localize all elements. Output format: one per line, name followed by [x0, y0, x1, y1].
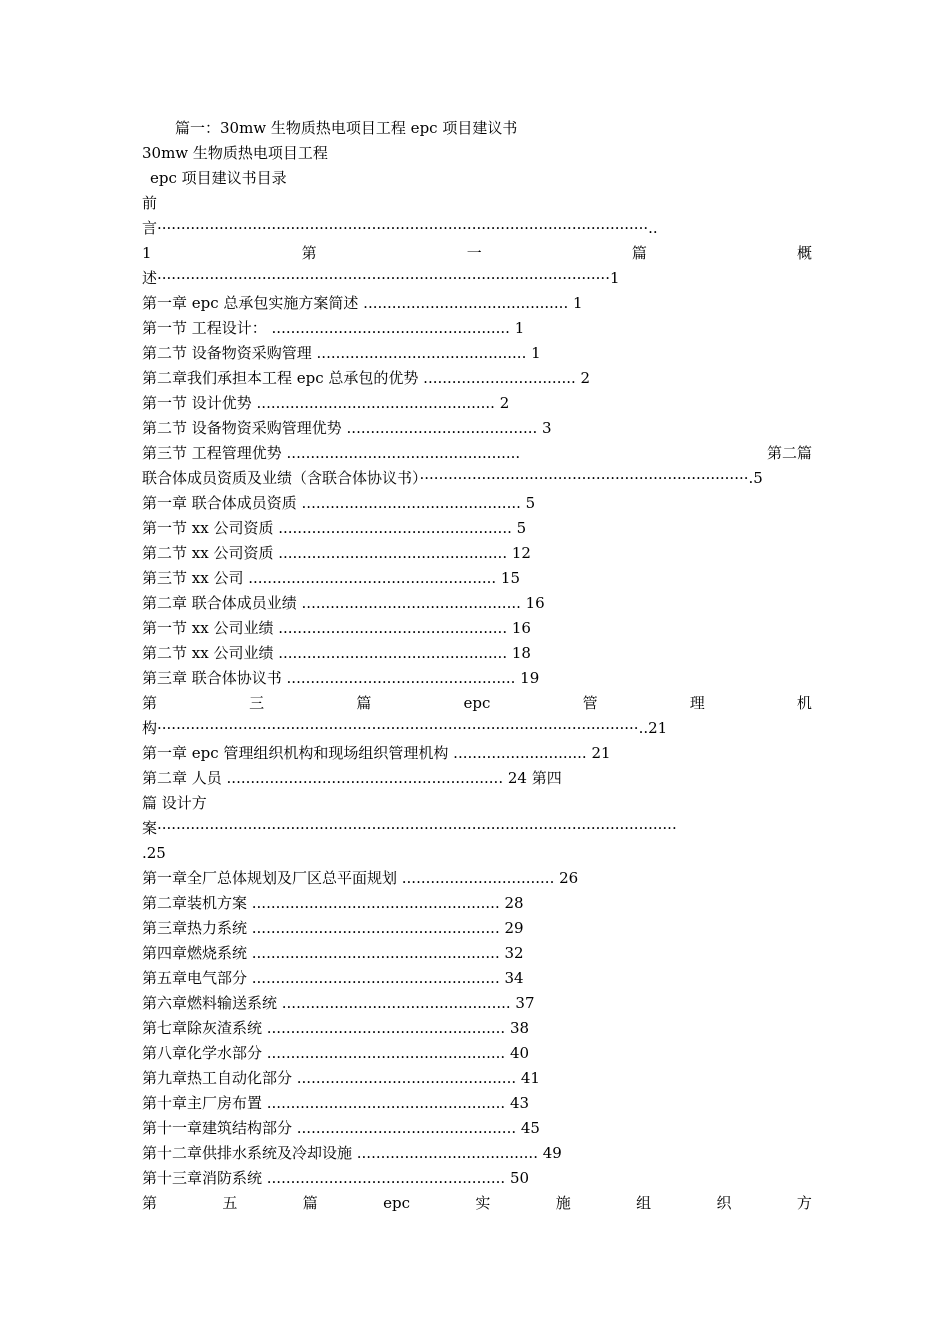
part1-word: 篇: [631, 244, 647, 262]
part5-heading: [142, 1191, 812, 1216]
part4-heading: 篇 设计方: [142, 794, 207, 812]
toc-entry: 第一章 epc 管理组织机构和现场组织管理机构 ............................ 21: [142, 744, 611, 762]
toc-entry: 第二章我们承担本工程 epc 总承包的优势 ................................ 2: [142, 369, 591, 387]
part3-word: 管: [582, 694, 598, 712]
toc-entry: 第二章装机方案 .................................................... 28: [142, 894, 524, 912]
toc-entry: 第二节 设备物资采购管理 ............................................ 1: [142, 344, 541, 362]
part3-word: 第: [142, 694, 158, 712]
part5-word: 篇: [302, 1194, 318, 1212]
union-line: 联合体成员资质及业绩（含联合体协议书）·····································································.5: [142, 469, 763, 487]
part3-word: 三: [249, 694, 265, 712]
part5-word: 方: [796, 1194, 812, 1212]
part1-word: 第: [301, 244, 317, 262]
toc-entry: 第二章 联合体成员业绩 .............................................. 16: [142, 594, 545, 612]
toc-entry: 第十一章建筑结构部分 .............................................. 45: [142, 1119, 540, 1137]
part3-word: 机: [796, 694, 812, 712]
toc-entry: 第六章燃料输送系统 ................................................ 37: [142, 994, 535, 1012]
toc-entry: 第一章全厂总体规划及厂区总平面规划 ................................ 26: [142, 869, 579, 887]
preface-dots-line: 言·······································································································..: [142, 219, 658, 237]
part5-word: 织: [716, 1194, 732, 1212]
part3-end: 构·····································································································..21: [142, 719, 668, 737]
part4-dots-line: 案·············································································································: [142, 819, 677, 837]
toc-entry: 第七章除灰渣系统 .................................................. 38: [142, 1019, 530, 1037]
document-heading: 篇一：30mw 生物质热电项目工程 epc 项目建议书: [175, 119, 518, 137]
toc-entry: 第一节 工程设计： .................................................. 1: [142, 319, 525, 337]
part5-word: 施: [555, 1194, 571, 1212]
toc-entry: 第一节 xx 公司业绩 ................................................ 16: [142, 619, 531, 637]
part1-heading: [142, 241, 812, 266]
part4-page: .25: [142, 844, 166, 862]
part1-end: 述·······························································································1: [142, 269, 620, 287]
sec3-left: 第三节 工程管理优势 .................................................: [142, 444, 521, 462]
toc-entry: 第二章 人员 .......................................................... 24 第四: [142, 769, 562, 787]
sec3-right: 第二篇: [766, 444, 812, 462]
part1-word: 一: [466, 244, 482, 262]
toc-entry: 第二节 xx 公司资质 ................................................ 12: [142, 544, 531, 562]
part3-heading: [142, 691, 812, 716]
toc-entry: 第十三章消防系统 .................................................. 50: [142, 1169, 530, 1187]
title-line-1: 30mw 生物质热电项目工程: [142, 144, 328, 162]
part1-word: 概: [796, 244, 812, 262]
part5-word: 实: [475, 1194, 491, 1212]
toc-entry: 第九章热工自动化部分 .............................................. 41: [142, 1069, 540, 1087]
part3-word: 理: [689, 694, 705, 712]
toc-entry: 第一章 epc 总承包实施方案简述 ........................................... 1: [142, 294, 583, 312]
toc-entry: 第十二章供排水系统及冷却设施 ...................................... 49: [142, 1144, 562, 1162]
toc-entry: 第三章热力系统 .................................................... 29: [142, 919, 524, 937]
toc-entry: 第十章主厂房布置 .................................................. 43: [142, 1094, 530, 1112]
toc-entry: 第五章电气部分 .................................................... 34: [142, 969, 524, 987]
part1-word: 1: [142, 244, 152, 262]
title-line-2: epc 项目建议书目录: [150, 169, 287, 187]
toc-entry: 第二节 设备物资采购管理优势 ........................................ 3: [142, 419, 552, 437]
part3-word: 篇: [356, 694, 372, 712]
part5-word: 组: [636, 1194, 652, 1212]
toc-entry: 第一节 xx 公司资质 ................................................. 5: [142, 519, 527, 537]
part5-word: epc: [383, 1194, 411, 1212]
toc-entry: 第一节 设计优势 .................................................. 2: [142, 394, 510, 412]
toc-entry: 第八章化学水部分 .................................................. 40: [142, 1044, 530, 1062]
toc-entry: 第四章燃烧系统 .................................................... 32: [142, 944, 524, 962]
toc-entry: 第三节 xx 公司 .................................................... 15: [142, 569, 521, 587]
preface-char: 前: [142, 194, 158, 212]
toc-entry: 第一章 联合体成员资质 .............................................. 5: [142, 494, 536, 512]
toc-entry: 第二节 xx 公司业绩 ................................................ 18: [142, 644, 531, 662]
toc-entry: 第三章 联合体协议书 ................................................ 19: [142, 669, 540, 687]
part3-word: epc: [463, 694, 491, 712]
sec3-line: [142, 441, 812, 466]
part5-word: 第: [142, 1194, 158, 1212]
part5-word: 五: [222, 1194, 238, 1212]
